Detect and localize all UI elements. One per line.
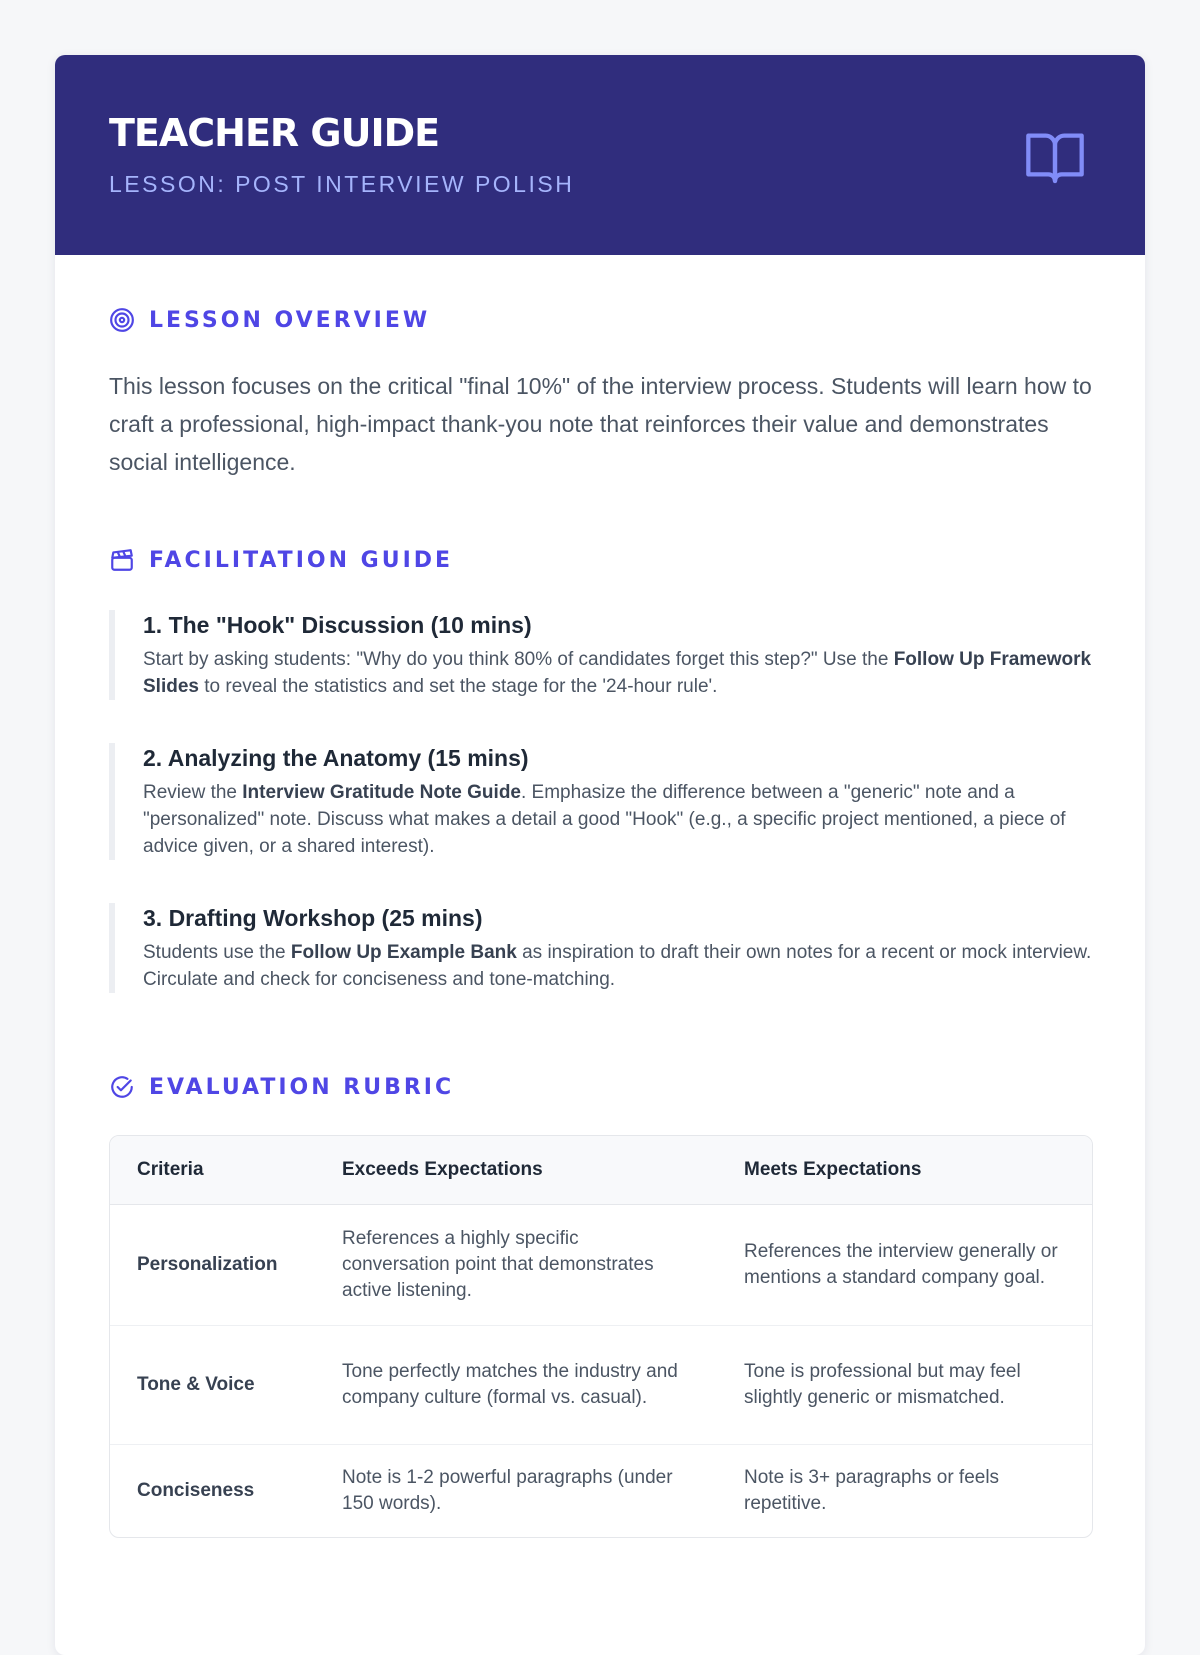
exceeds-cell: Tone perfectly matches the industry and company culture (formal vs. casual). xyxy=(315,1326,717,1445)
evaluation-rubric-table xyxy=(109,1135,1093,1538)
step-title: 2. Analyzing the Anatomy (15 mins) xyxy=(143,745,529,771)
meets-cell: Note is 3+ paragraphs or feels repetitive. xyxy=(744,1467,1000,1514)
step-title: 3. Drafting Workshop (25 mins) xyxy=(143,905,483,931)
step-text: to reveal the statistics and set the stage for the '24-hour rule'. xyxy=(198,676,718,697)
table-row xyxy=(110,1445,1092,1538)
step-body xyxy=(143,646,1123,700)
step-text: Students use the xyxy=(143,942,291,963)
facilitation-step xyxy=(109,743,1123,860)
criteria-cell: Personalization xyxy=(110,1205,315,1326)
table-row xyxy=(110,1205,1092,1326)
step-body xyxy=(143,939,1123,993)
meets-cell: References the interview generally or mentions a standard company goal. xyxy=(717,1205,1092,1326)
resource-name: Interview Gratitude Note Guide xyxy=(242,782,521,803)
lesson-subtitle: LESSON: POST INTERVIEW POLISH xyxy=(109,171,575,197)
step-text: . Emphasize the difference between a "generic" note and a "personalized" note. Discuss what makes a detail a good "Hook" (e.g., a specific project mentioned, a piece of advice given, or a shared interest). xyxy=(143,782,1066,857)
target-icon xyxy=(109,307,135,333)
guide-header xyxy=(55,55,1145,255)
exceeds-cell: References a highly specific conversation point that demonstrates active listening. xyxy=(315,1205,717,1326)
facilitation-heading xyxy=(109,547,453,573)
overview-heading xyxy=(109,307,430,333)
facilitation-step xyxy=(109,610,1123,700)
page-title: TEACHER GUIDE xyxy=(109,111,440,155)
overview-heading-label: LESSON OVERVIEW xyxy=(149,307,431,333)
step-text: Start by asking students: "Why do you think 80% of candidates forget this step?" Use the xyxy=(143,649,894,670)
facilitation-step xyxy=(109,903,1123,993)
step-text: Review the xyxy=(143,782,243,803)
rubric-heading xyxy=(109,1074,454,1100)
column-header: Exceeds Expectations xyxy=(315,1136,717,1205)
exceeds-cell: Note is 1-2 powerful paragraphs (under 150 words). xyxy=(342,1467,673,1514)
column-header: Meets Expectations xyxy=(717,1136,1092,1205)
criteria-cell: Conciseness xyxy=(137,1480,255,1501)
rubric-heading-label: EVALUATION RUBRIC xyxy=(149,1074,455,1100)
column-header: Criteria xyxy=(110,1136,315,1205)
meets-cell: Tone is professional but may feel slightly generic or mismatched. xyxy=(717,1326,1092,1445)
criteria-cell: Tone & Voice xyxy=(110,1326,315,1445)
overview-text: This lesson focuses on the critical "final 10%" of the interview process. Students will learn how to craft a professional, high-impact thank-you note that reinforces their value and demonstrates social intelligence. xyxy=(109,373,1092,475)
resource-name: Follow Up Example Bank xyxy=(290,942,517,963)
step-text: as inspiration to draft their own notes for a recent or mock interview. Circulate and check for conciseness and tone-matching. xyxy=(143,942,1092,990)
clapperboard-icon xyxy=(109,547,135,573)
table-header-row xyxy=(110,1136,1092,1205)
check-circle-icon xyxy=(109,1074,135,1100)
table-row xyxy=(110,1326,1092,1445)
book-open-icon xyxy=(1023,125,1087,189)
step-title: 1. The "Hook" Discussion (10 mins) xyxy=(143,612,532,638)
facilitation-heading-label: FACILITATION GUIDE xyxy=(149,547,454,573)
teacher-guide-card xyxy=(55,55,1145,1655)
resource-name: Follow Up Framework Slides xyxy=(143,649,1092,697)
step-body xyxy=(143,779,1123,860)
